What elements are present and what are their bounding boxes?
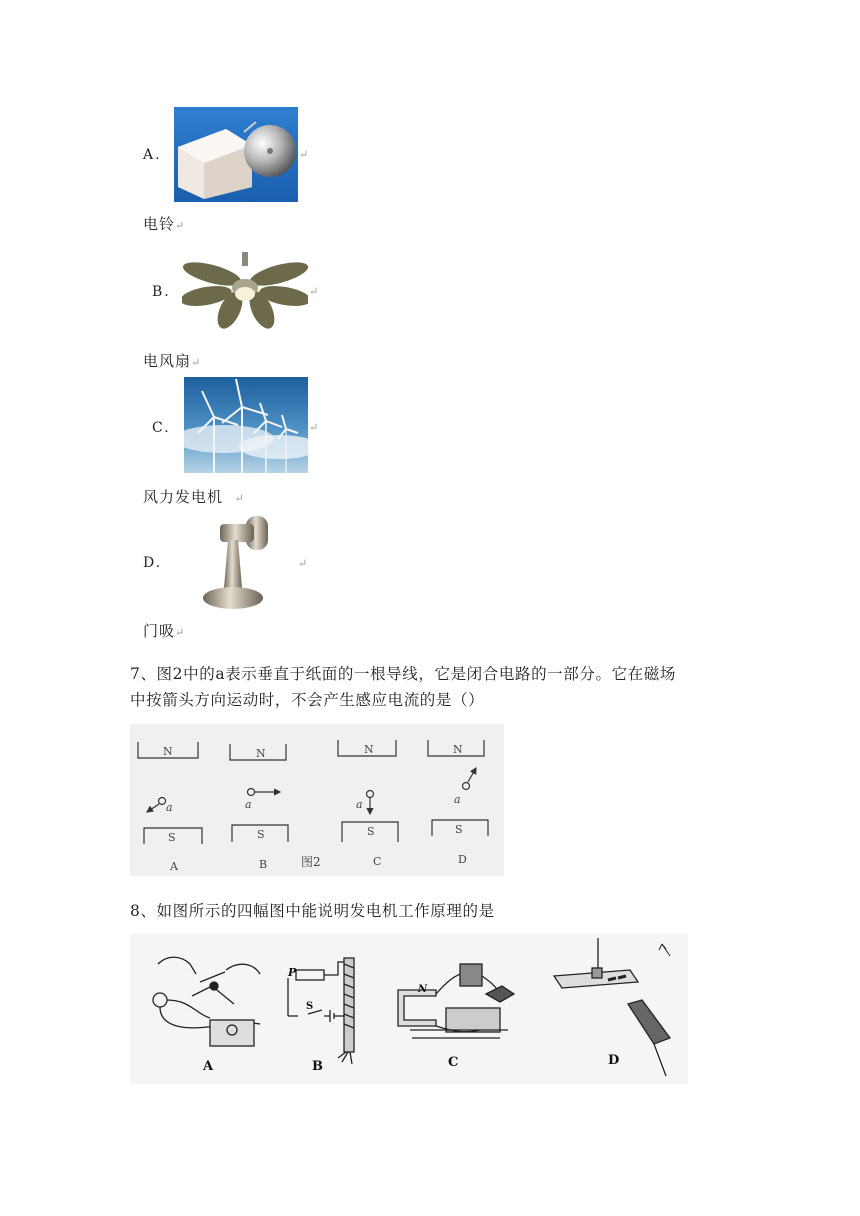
- option-c-letter: C.: [152, 420, 171, 436]
- electric-bell-image: [174, 107, 298, 202]
- panel-b-drawing: [288, 958, 354, 1064]
- figure-caption: 图2: [301, 855, 321, 869]
- option-d-letter: D.: [143, 555, 163, 571]
- magnet-label-n: N: [418, 984, 428, 995]
- wire-label: a: [356, 798, 363, 811]
- south-pole-label: S: [257, 828, 265, 841]
- option-a-letter: A.: [143, 147, 162, 163]
- switch-label-s: S: [306, 1001, 314, 1012]
- watermark: [183, 201, 202, 220]
- option-c-caption: 风力发电机 ↵: [143, 488, 245, 506]
- question-7-line-2: 中按箭头方向运动时，不会产生感应电流的是（）: [130, 691, 485, 709]
- switch-label-p: P: [288, 966, 297, 979]
- panel-label: A: [203, 1059, 214, 1074]
- south-pole-label: S: [168, 831, 176, 844]
- ceiling-fan-image: [182, 244, 308, 332]
- return-mark: ↵: [298, 557, 308, 570]
- panel-label: B: [312, 1059, 323, 1074]
- return-mark: ↵: [299, 148, 309, 161]
- panel-label: B: [259, 858, 268, 871]
- north-pole-label: N: [256, 747, 266, 760]
- north-pole-label: N: [364, 743, 374, 756]
- figure-2-magnetic-field: [130, 724, 504, 876]
- option-a-caption: 电铃↵: [143, 215, 186, 233]
- panel-c-drawing: [398, 964, 514, 1038]
- wire-label: a: [245, 798, 252, 811]
- option-b-caption: 电风扇↵: [143, 352, 202, 370]
- panel-label: D: [458, 853, 467, 866]
- north-pole-label: N: [453, 743, 463, 756]
- panel-label: A: [170, 860, 178, 873]
- north-pole-label: N: [163, 745, 173, 758]
- option-d-caption: 门吸↵: [143, 622, 186, 640]
- return-mark: ↵: [309, 421, 319, 434]
- panel-label: D: [608, 1053, 620, 1068]
- wind-turbine-image: [184, 377, 308, 473]
- question-7-line-1: 7、图2中的a表示垂直于纸面的一根导线，它是闭合电路的一部分。它在磁场: [130, 665, 676, 683]
- question-8-text: 8、如图所示的四幅图中能说明发电机工作原理的是: [130, 902, 495, 920]
- option-b-letter: B.: [152, 284, 171, 300]
- door-stopper-image: [198, 512, 276, 612]
- south-pole-label: S: [455, 823, 463, 836]
- wire-label: a: [454, 793, 461, 806]
- panel-label: C: [373, 855, 382, 868]
- south-pole-label: S: [367, 825, 375, 838]
- wire-label: a: [166, 801, 173, 814]
- question-8-figure: [130, 934, 688, 1084]
- panel-a-drawing: [153, 957, 260, 1046]
- return-mark: ↵: [309, 285, 319, 298]
- panel-label: C: [448, 1055, 459, 1070]
